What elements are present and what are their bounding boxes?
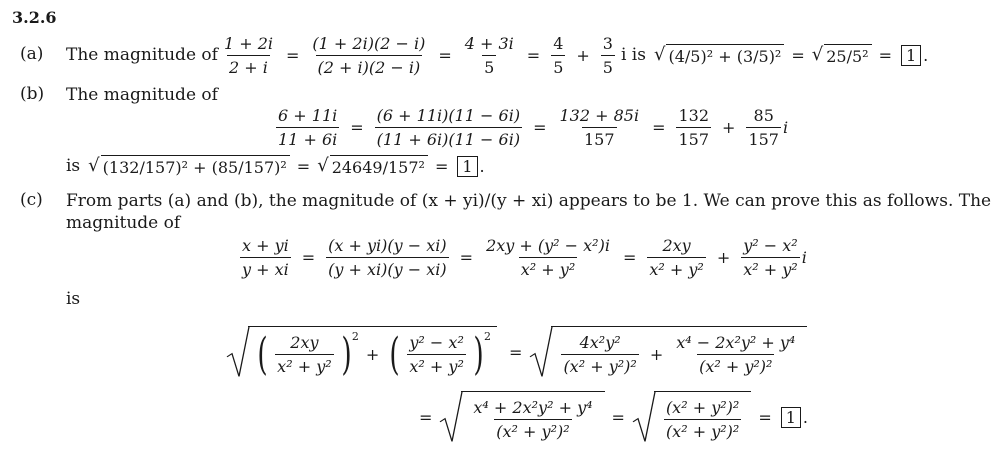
part-b-is: is	[66, 156, 81, 176]
fraction: $\frac{\text{y² − x²}}{\text{x² + y²}}$	[743, 235, 798, 279]
part-c-sqrt-line1: ( $\frac{2xy}{\text{x² + y²}}$ ) 2 + ( $\frac{\text{y² − x²}}{\text{x² + y²}}$ ) 2 = $\frac{\text{4x²y²}}{\text{(x² + y²)²}}$ + $\frac{\text{x⁴ − 2x²y² + y⁴}}{\text{(x² + y²)²}}$	[226, 320, 807, 384]
boxed-result: 1	[781, 407, 801, 428]
fraction: $\frac{\text{4x²y²}}{\text{(x² + y²)²}}$	[563, 333, 637, 376]
boxed-result: 1	[901, 45, 921, 66]
radical-sign	[226, 326, 250, 378]
fraction: $\frac{4}{5}$	[553, 33, 564, 77]
fraction: $\frac{(1 + 2i)(2 - i)}{(2 + i)(2 - i)}$	[312, 33, 426, 77]
part-c-sqrt-line2: = $\frac{\text{x⁴ + 2x²y² + y⁴}}{\text{(x² + y²)²}}$ = $\frac{\text{(x² + y²)²}}{\text{(x² + y²)²}}$ = 1 .	[412, 388, 808, 446]
fraction: $\frac{\text{(x² + y²)²}}{\text{(x² + y²)²}}$	[665, 398, 740, 441]
part-a-equation: The magnitude of $\frac{1 + 2i}{2 + i}$ = $\frac{(1 + 2i)(2 - i)}{(2 + i)(2 - i)}$ = $\frac{4 + 3i}{5}$ = $\frac{4}{5}$ + $\frac{3}{5}$ i is √ (4/5)² + (3/5)² = √ 25/5² = 1 .	[66, 33, 929, 77]
boxed-result: 1	[457, 156, 477, 177]
sqrt	[632, 391, 751, 443]
fraction: $\frac{4 + 3i}{5}$	[464, 33, 514, 77]
sqrt: $\frac{\text{4x²y²}}{\text{(x² + y²)²}}$ + $\frac{\text{x⁴ − 2x²y² + y⁴}}{\text{(x² + y²)²}}$	[529, 326, 807, 378]
fraction: $\frac{132}{157}$	[678, 105, 710, 149]
fraction: $\frac{x + yi}{y + xi}$	[242, 235, 289, 279]
fraction: $\frac{3}{5}$	[602, 33, 613, 77]
part-c-is: is	[66, 289, 81, 309]
section-heading: 3.2.6	[12, 8, 57, 27]
sqrt: ( $\frac{2xy}{\text{x² + y²}}$ ) 2 + ( $\frac{\text{y² − x²}}{\text{x² + y²}}$ ) 2	[226, 326, 497, 378]
fraction: $\frac{\text{x⁴ − 2x²y² + y⁴}}{\text{(x² + y²)²}}$	[676, 333, 796, 376]
part-a-intro: The magnitude of	[66, 45, 218, 65]
radical-sign	[632, 391, 656, 443]
part-b-result-line: is √ (132/157)² + (85/157)² = √ 24649/157² = 1 .	[66, 155, 485, 177]
fraction: $\frac{\text{2xy + (y² − x²)i}}{\text{x² + y²}}$	[486, 235, 610, 279]
fraction: $\frac{(x + yi)(y - xi)}{(y + xi)(y - xi)}$	[328, 235, 447, 279]
part-c-label: (c)	[20, 190, 43, 210]
fraction: $\frac{2xy}{\text{x² + y²}}$	[277, 333, 332, 376]
part-b-label: (b)	[20, 84, 45, 104]
part-a-is: i is	[620, 45, 646, 65]
part-c-equation: $\frac{x + yi}{y + xi}$ = $\frac{(x + yi)(y - xi)}{(y + xi)(y - xi)}$ = $\frac{\text{2xy + (y² − x²)i}}{\text{x² + y²}}$ = $\frac{2xy}{\text{x² + y²}}$ + $\frac{\text{y² − x²}}{\text{x² + y²}}$ i	[242, 235, 807, 279]
fraction: $\frac{132 + 85i}{157}$	[559, 105, 640, 149]
part-c-line1: From parts (a) and (b), the magnitude of (x + yi)/(y + xi) appears to be 1. We can prove this as follows. The	[66, 191, 991, 211]
part-a-label: (a)	[20, 44, 44, 64]
fraction: $\frac{\text{y² − x²}}{\text{x² + y²}}$	[409, 333, 464, 376]
fraction: $\frac{\text{x⁴ + 2x²y² + y⁴}}{\text{(x² + y²)²}}$	[473, 398, 593, 441]
sqrt: √ (4/5)² + (3/5)²	[654, 44, 784, 66]
sqrt: √ (132/157)² + (85/157)²	[88, 155, 290, 177]
fraction: $\frac{85}{157}$	[748, 105, 779, 149]
fraction: $\frac{(6 + 11i)(11 - 6i)}{(11 + 6i)(11 - 6i)}$	[376, 105, 521, 149]
sqrt: √ 24649/157²	[317, 155, 428, 177]
fraction: $\frac{2xy}{\text{x² + y²}}$	[649, 235, 704, 279]
part-b-intro: The magnitude of	[66, 85, 218, 105]
sqrt	[439, 391, 604, 443]
sqrt: √ 25/5²	[812, 44, 872, 66]
fraction: $\frac{6 + 11i}{11 + 6i}$	[278, 105, 338, 149]
fraction: $\frac{1 + 2i}{2 + i}$	[223, 33, 273, 77]
radical-sign	[439, 391, 463, 443]
part-c-line2: magnitude of	[66, 213, 181, 233]
part-b-equation: $\frac{6 + 11i}{11 + 6i}$ = $\frac{(6 + 11i)(11 - 6i)}{(11 + 6i)(11 - 6i)}$ = $\frac{132 + 85i}{157}$ = $\frac{132}{157}$ + $\frac{85}{157}$ i	[278, 105, 789, 149]
radical-sign	[529, 326, 553, 378]
